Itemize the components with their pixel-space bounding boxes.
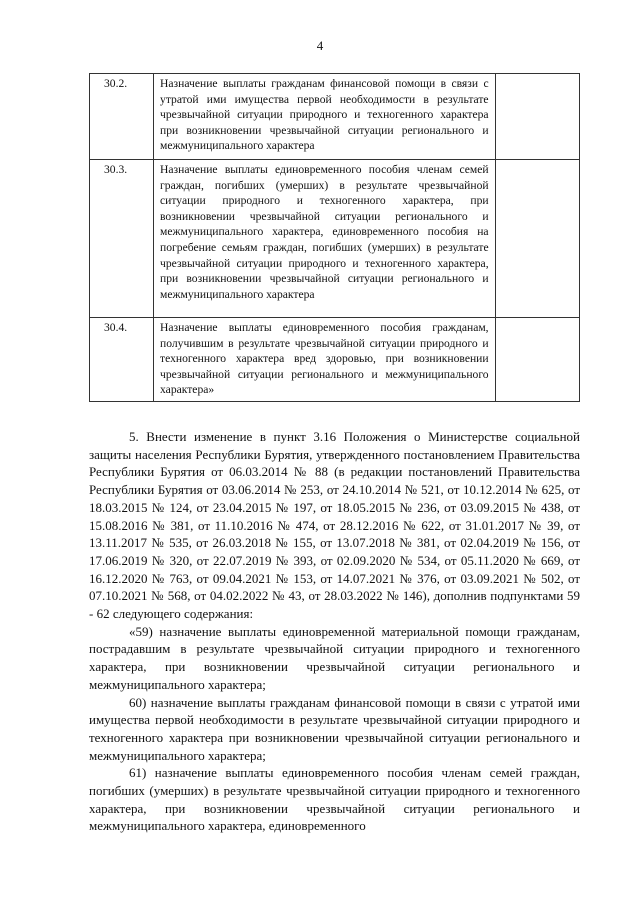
row-text: Назначение выплаты единовременного пособия членам семей граждан, погибших (умерших) в результате чрезвычайной ситуации природного и техногенного характера, при возникновении чрезвычайной ситуации регионального и межмуниципального характера, единовременного пособия на погребение семьям граждан, погибших (умерших) в результате чрезвычайной ситуации природного и техногенного характера, при возникновении чрезвычайной ситуации регионального и межмуниципального характера [154, 160, 496, 318]
row-text: Назначение выплаты единовременного пособия гражданам, получившим в результате чрезвычайной ситуации природного и техногенного характера вред здоровью, при возникновении чрезвычайной ситуации регионального и межмуниципального характера» [154, 318, 496, 402]
row-empty-cell [495, 74, 579, 160]
paragraph-subitem-61: 61) назначение выплаты единовременного пособия членам семей граждан, погибших (умерших) в результате чрезвычайной ситуации природного и техногенного характера, при возникновении чрезвычайной ситуации регионального и межмуниципального характера, единовременного [89, 765, 580, 834]
table-row [90, 74, 580, 160]
paragraph-item-5: 5. Внести изменение в пункт 3.16 Положения о Министерстве социальной защиты населения Республики Бурятия, утвержденного постановлением Правительства Республики Бурятия от 06.03.2014 № 88 (в редакции постановлений Правительства Республики Бурятия от 03.06.2014 № 253, от 24.10.2014 № 521, от 10.12.2014 № 625, от 18.03.2015 № 124, от 23.04.2015 № 197, от 18.05.2015 № 236, от 03.09.2015 № 438, от 15.08.2016 № 381, от 11.10.2016 № 474, от 28.12.2016 № 622, от 31.01.2017 № 39, от 13.11.2017 № 535, от 26.03.2018 № 155, от 13.07.2018 № 381, от 02.04.2019 № 156, от 17.06.2019 № 320, от 22.07.2019 № 393, от 02.09.2020 № 534, от 05.11.2020 № 669, от 16.12.2020 № 763, от 09.04.2021 № 153, от 14.07.2021 № 376, от 03.09.2021 № 502, от 07.10.2021 № 568, от 04.02.2022 № 43, от 28.03.2022 № 146), дополнив подпунктами 59 - 62 следующего содержания: [89, 429, 580, 622]
row-number: 30.4. [90, 318, 154, 402]
row-empty-cell [495, 160, 579, 318]
page-number: 4 [316, 38, 324, 53]
table-row [90, 160, 580, 318]
row-empty-cell [495, 318, 579, 402]
paragraph-subitem-60: 60) назначение выплаты гражданам финансовой помощи в связи с утратой ими имущества первой необходимости в результате чрезвычайной ситуации природного и техногенного характера при возникновении чрезвычайной ситуации регионального и межмуниципального характера; [89, 694, 580, 763]
paragraph-subitem-59: «59) назначение выплаты единовременной материальной помощи гражданам, пострадавшим в результате чрезвычайной ситуации природного и техногенного характера, при возникновении чрезвычайной ситуации регионального и межмуниципального характера; [89, 623, 580, 692]
row-number: 30.3. [90, 160, 154, 318]
body-text [89, 428, 580, 835]
row-number: 30.2. [90, 74, 154, 160]
row-text: Назначение выплаты гражданам финансовой помощи в связи с утратой ими имущества первой необходимости в результате чрезвычайной ситуации природного и техногенного характера при возникновении чрезвычайной ситуации регионального и межмуниципального характера [154, 74, 496, 160]
table-row [90, 318, 580, 402]
services-table [89, 73, 580, 402]
